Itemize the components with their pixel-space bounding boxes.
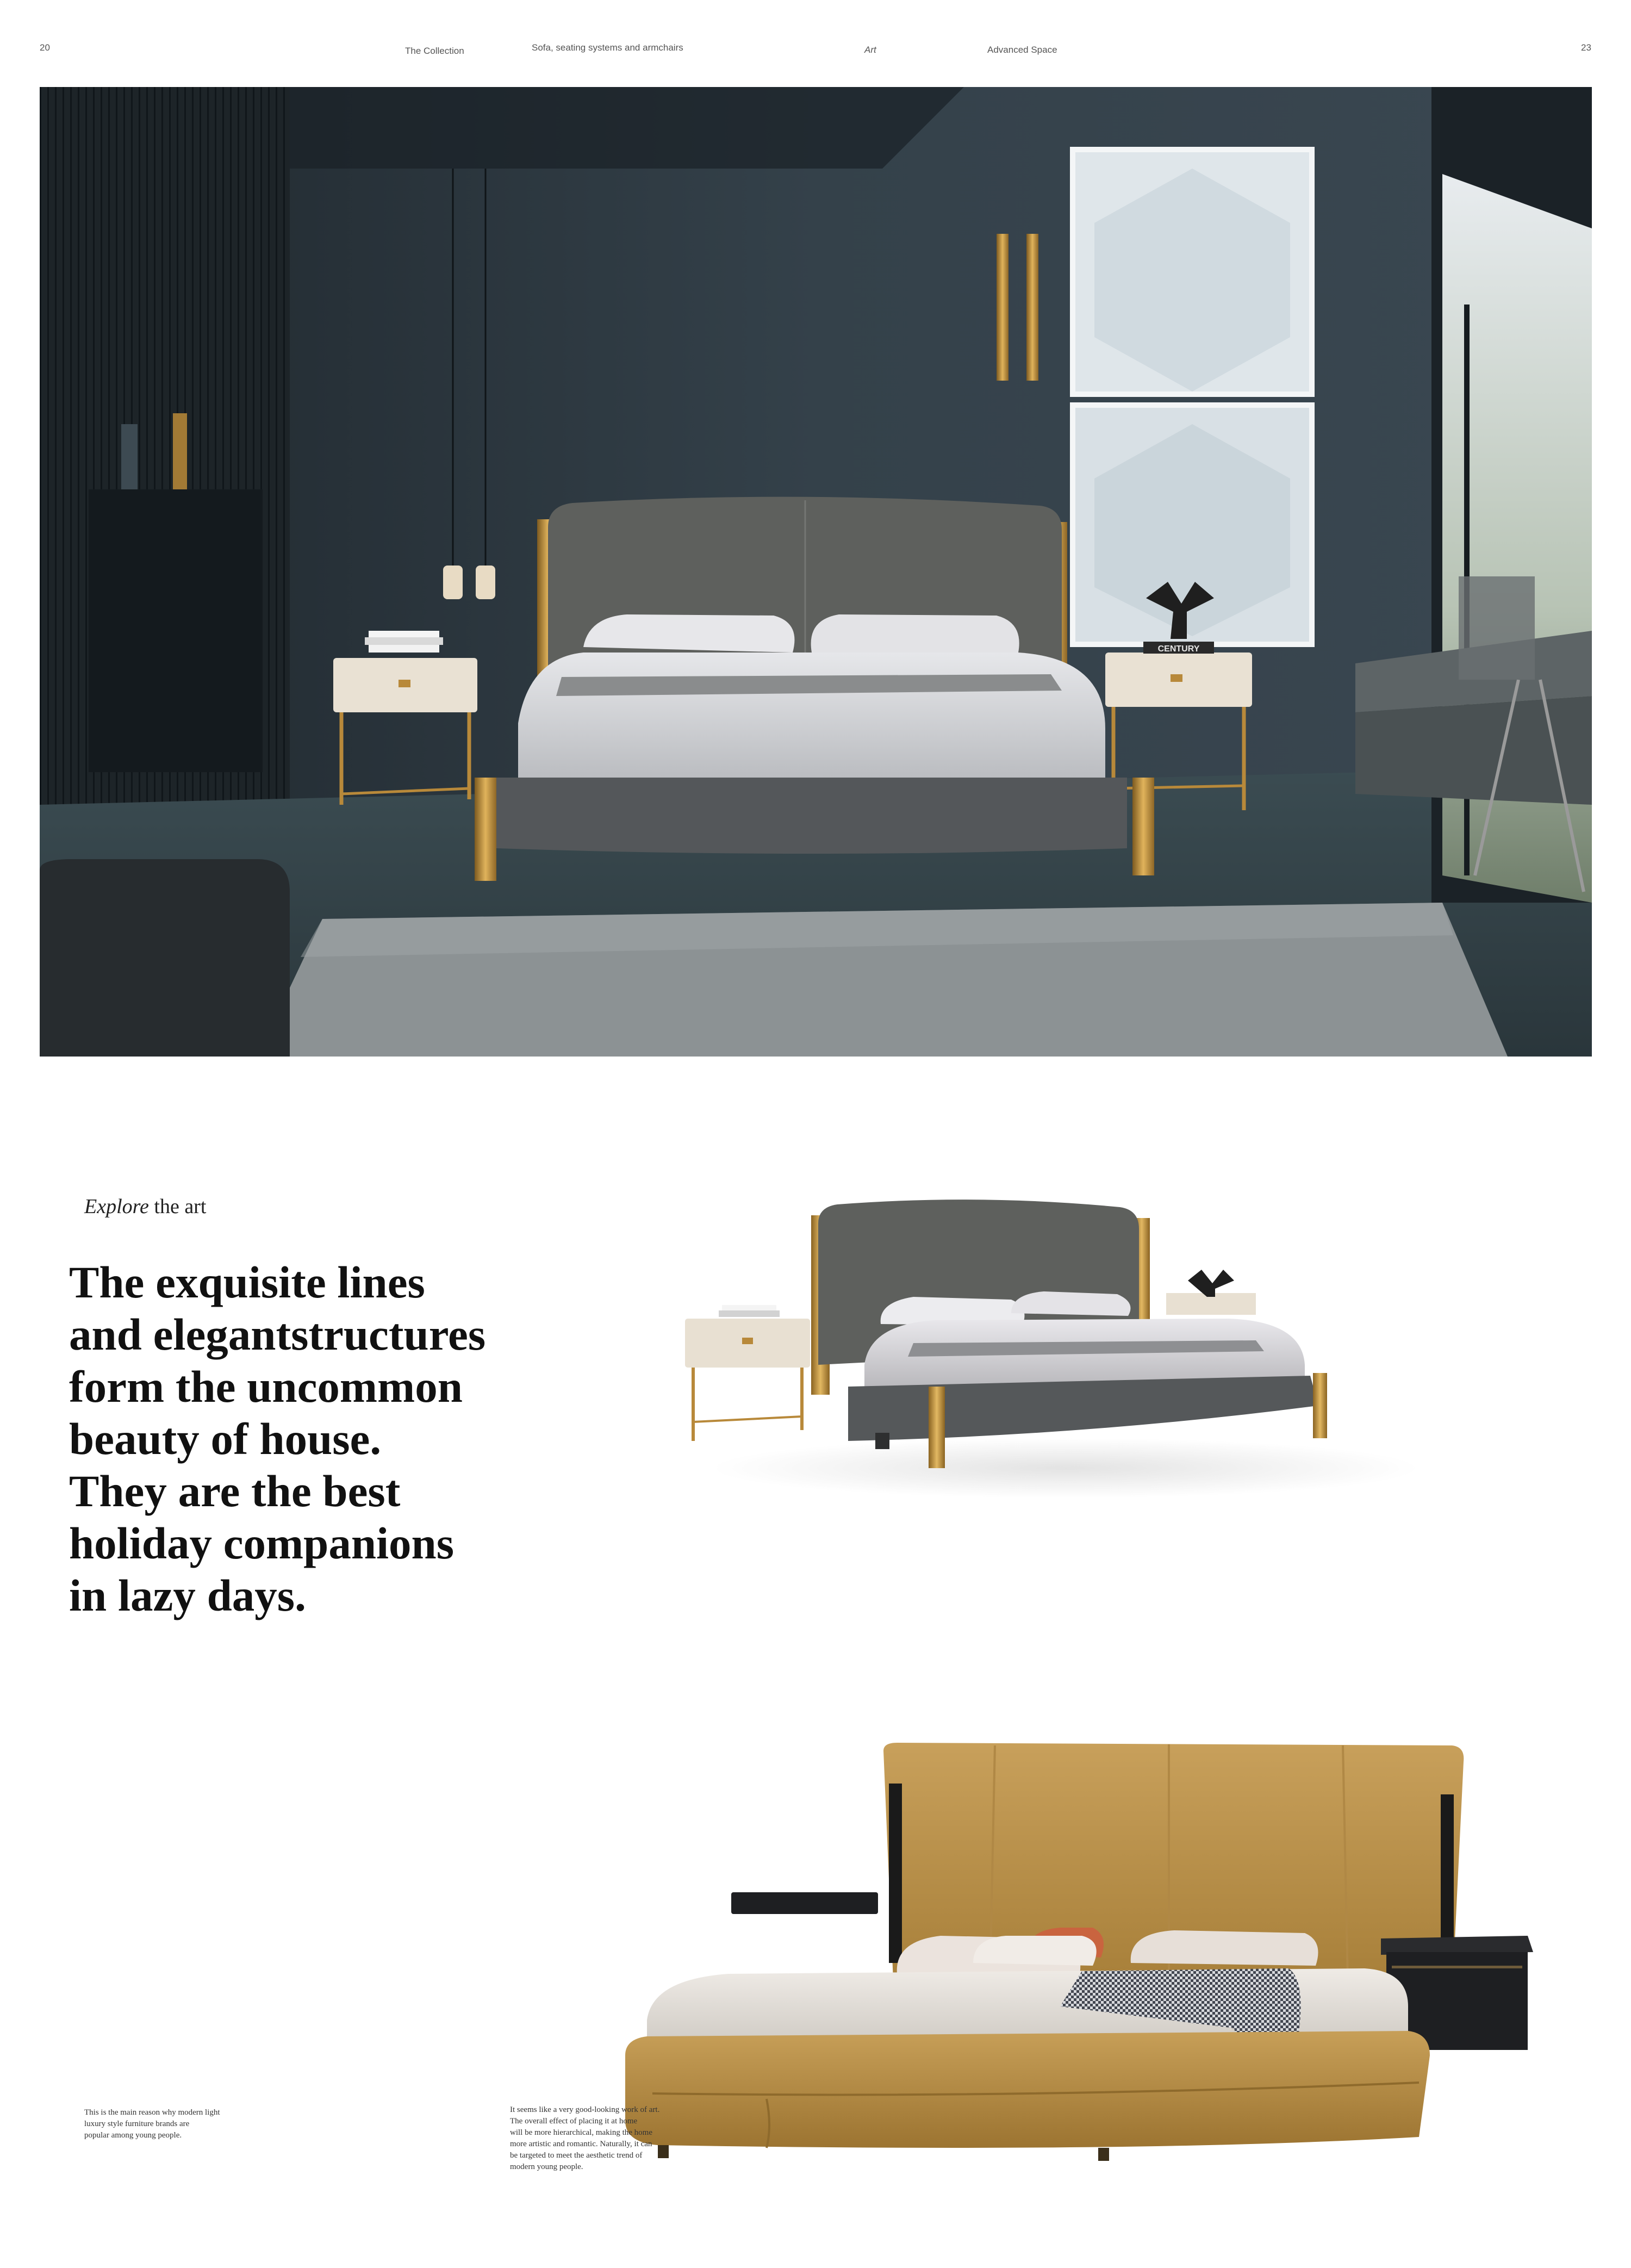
caption-line: popular among young people. [84, 2131, 182, 2140]
century-book-label: CENTURY [1157, 644, 1200, 654]
section-kicker [84, 1195, 206, 1219]
caption-left [84, 2107, 220, 2141]
headline-line: and elegantstructures [69, 1309, 486, 1359]
caption-right [510, 2104, 659, 2173]
caption-line: This is the main reason why modern light [84, 2108, 220, 2117]
header-space: Advanced Space [987, 45, 1057, 55]
header-category: Sofa, seating systems and armchairs [532, 42, 683, 53]
caption-line: more artistic and romantic. Naturally, it can [510, 2140, 652, 2148]
headline-line: The exquisite lines [69, 1257, 425, 1307]
headline-line: in lazy days. [69, 1570, 306, 1620]
headline-line: They are the best [69, 1466, 401, 1516]
caption-line: will be more hierarchical, making the home [510, 2128, 652, 2137]
page-number-right: 23 [1581, 42, 1591, 53]
headline [69, 1256, 558, 1621]
headline-line: form the uncommon [69, 1362, 463, 1412]
hero-bedroom-photo [40, 87, 1592, 1057]
headline-line: holiday companions [69, 1518, 455, 1568]
grey-bed-product-image [631, 1185, 1435, 1501]
caption-line: be targeted to meet the aesthetic trend of [510, 2151, 643, 2160]
caption-line: It seems like a very good-looking work of art. [510, 2105, 660, 2114]
headline-line: beauty of house. [69, 1414, 382, 1464]
kicker-rest: the art [148, 1195, 207, 1218]
caption-line: The overall effect of placing it at home [510, 2117, 638, 2126]
mustard-bed-product-image [593, 1724, 1592, 2175]
header-art: Art [864, 45, 876, 55]
page-number-left: 20 [40, 42, 50, 53]
kicker-italic: Explore [84, 1195, 149, 1218]
header-collection: The Collection [405, 46, 464, 56]
caption-line: luxury style furniture brands are [84, 2120, 190, 2128]
caption-line: modern young people. [510, 2163, 583, 2171]
